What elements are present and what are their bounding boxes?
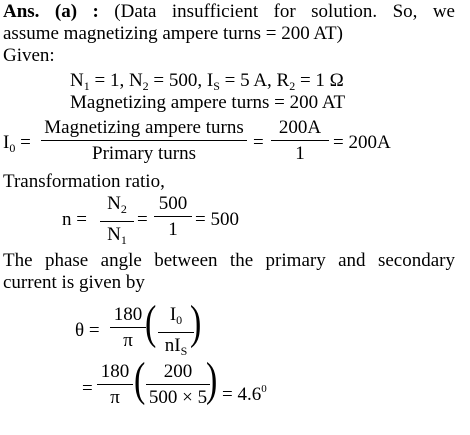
i0-result: = 200A bbox=[333, 132, 391, 153]
ratio-label: Transformation ratio, bbox=[3, 171, 165, 192]
i0-fraction-2: $\frac{200A}{1}$ bbox=[271, 117, 329, 165]
i0-lhs: $I_0$ = bbox=[3, 132, 31, 155]
given-values: $N_1 = 1$, $N_2 = 500$, $I_S = 5$ A, $R_2 = 1$ Ω bbox=[70, 70, 344, 93]
given-label: Given: bbox=[3, 45, 55, 66]
phase-result: = $4.6^0$ bbox=[222, 383, 267, 405]
theta-fraction-i0-nis: $I_0$ $nI_S$ bbox=[158, 304, 194, 362]
i0-equals-2: = bbox=[253, 132, 264, 153]
right-paren-2: ) bbox=[206, 354, 218, 407]
phase-line-1: The phase angle between the primary and secondary bbox=[3, 250, 455, 271]
ratio-lhs: n = bbox=[62, 209, 87, 230]
magnetizing-line: Magnetizing ampere turns = 200 AT bbox=[70, 92, 346, 113]
i0-fraction-1: Magnetizing ampere turns Primary turns bbox=[41, 117, 247, 165]
left-paren-2: ( bbox=[134, 354, 146, 407]
ratio-result: = 500 bbox=[195, 209, 239, 230]
answer-intro-line bbox=[3, 1, 455, 23]
right-paren: ) bbox=[190, 297, 202, 350]
answer-label: Ans. (a) : bbox=[3, 1, 99, 22]
left-paren: ( bbox=[145, 297, 157, 350]
ratio-fraction-2: $\frac{500}{1}$ bbox=[154, 193, 192, 241]
phase-line-2: current is given by bbox=[3, 272, 145, 293]
theta-equals-2: = bbox=[82, 378, 93, 399]
assumption-line: assume magnetizing ampere turns = 200 AT) bbox=[3, 23, 343, 44]
theta-fraction-180-pi-2: $\frac{180}{\pi}$ bbox=[97, 361, 133, 409]
theta-fraction-200: $\frac{200}{500 \times 5}$ bbox=[146, 361, 210, 409]
ratio-equals: = bbox=[137, 209, 148, 230]
theta-lhs: θ = bbox=[75, 320, 100, 341]
answer-note: (Data insufficient for solution. So, we bbox=[114, 1, 455, 22]
theta-fraction-180-pi: $\frac{180}{\pi}$ bbox=[110, 304, 146, 352]
ratio-fraction-1: $\frac{N_2}{N_1}$ bbox=[100, 193, 134, 251]
